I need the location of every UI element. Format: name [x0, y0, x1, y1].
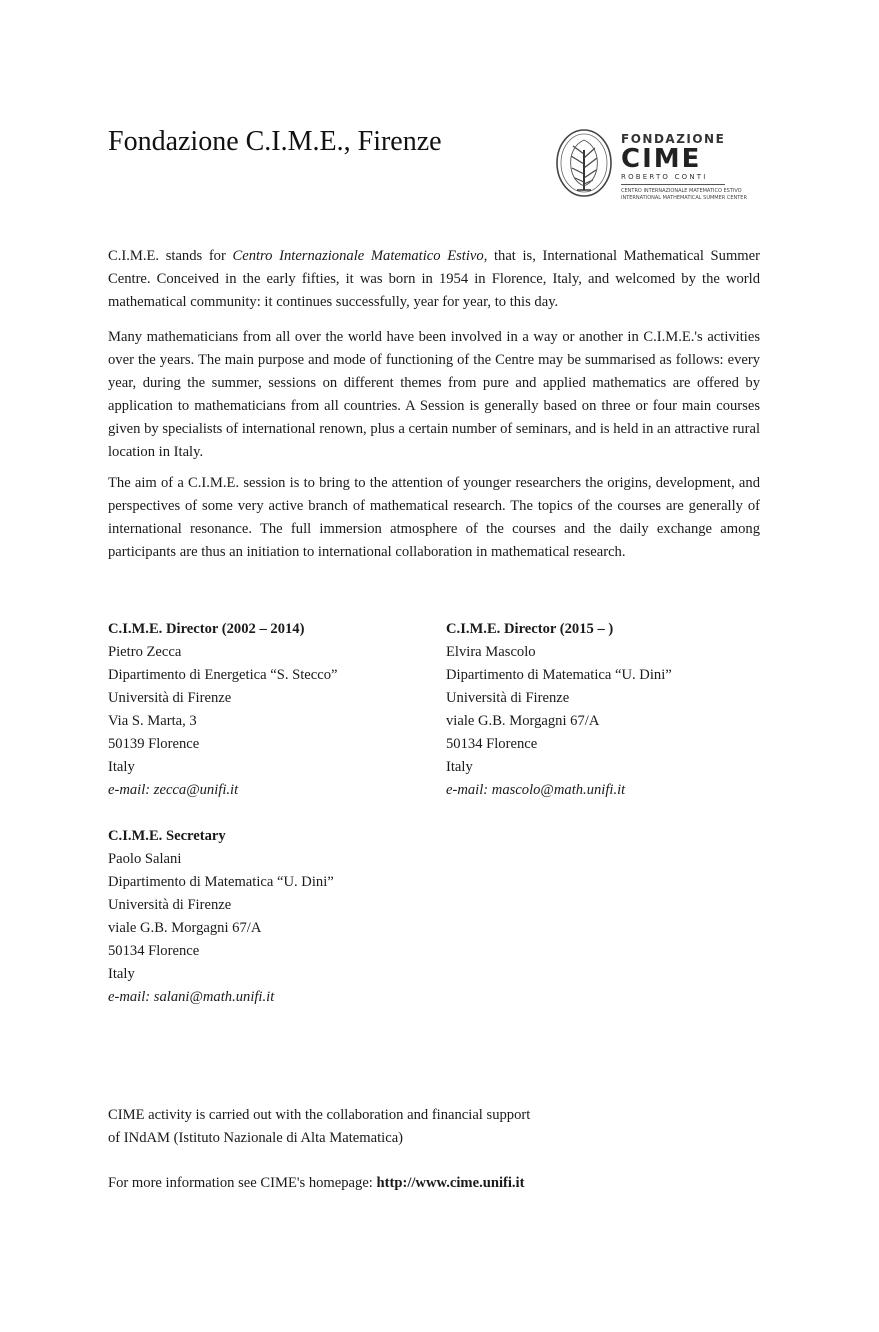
director-current-univ: Università di Firenze: [446, 690, 570, 706]
intro-paragraph-1: C.I.M.E. stands for Centro Internazionale Matematico Estivo, that is, International Mathematical Summer Centre. Conceived in the early fifties, it was born in 1954 in Florence, Italy, and welcomed by the world mathematical community: it continues successfully, year for year, to this day.: [108, 248, 761, 310]
secretary-email[interactable]: e-mail: salani@math.unifi.it: [108, 989, 275, 1005]
secretary-block: [108, 825, 334, 1009]
cime-logo: [555, 128, 765, 200]
director-past-univ: Università di Firenze: [108, 690, 232, 706]
homepage-label: For more information see CIME's homepage:: [108, 1175, 377, 1191]
director-current-street: viale G.B. Morgagni 67/A: [446, 713, 600, 729]
page-title: Fondazione C.I.M.E., Firenze: [108, 126, 442, 157]
tree-emblem-icon: [555, 128, 613, 198]
director-current-dept: Dipartimento di Matematica “U. Dini”: [446, 667, 672, 683]
logo-subtitle-en: INTERNATIONAL MATHEMATICAL SUMMER CENTER: [621, 195, 747, 201]
centre-name-italic: Centro Internazionale Matematico Estivo: [232, 248, 484, 264]
secretary-name: Paolo Salani: [108, 851, 182, 867]
intro-paragraph-3: The aim of a C.I.M.E. session is to bring to the attention of younger researchers the origins, development, and perspectives of some very active branch of mathematical research. The topics of the courses are generally of international resonance. The full immersion atmosphere of the courses and the daily exchange among participants are thus an initiation to international collaboration in mathematical research.: [108, 475, 760, 560]
director-past-block: [108, 618, 338, 802]
director-current-email[interactable]: e-mail: mascolo@math.unifi.it: [446, 782, 626, 798]
director-past-name: Pietro Zecca: [108, 644, 182, 660]
logo-cime-text: CIME: [621, 144, 702, 174]
secretary-dept: Dipartimento di Matematica “U. Dini”: [108, 874, 334, 890]
director-current-block: [446, 618, 672, 802]
support-line-1: CIME activity is carried out with the collaboration and financial support: [108, 1107, 531, 1123]
intro-paragraph-2: Many mathematicians from all over the world have been involved in a way or another in C.I.M.E.'s activities over the years. The main purpose and mode of functioning of the Centre may be summarised as follows: every year, during the summer, sessions on different themes from pure and applied mathematics are offered by application to mathematicians from all countries. A Session is generally based on three or four main courses given by specialists of international renown, plus a certain number of seminars, and is held in an attractive rural location in Italy.: [108, 329, 760, 460]
secretary-country: Italy: [108, 966, 135, 982]
logo-roberto-conti-text: ROBERTO CONTI: [621, 173, 725, 185]
director-past-heading: C.I.M.E. Director (2002 – 2014): [108, 621, 305, 637]
director-current-city: 50134 Florence: [446, 736, 538, 752]
secretary-heading: C.I.M.E. Secretary: [108, 828, 226, 844]
director-current-heading: C.I.M.E. Director (2015 – ): [446, 621, 614, 637]
secretary-univ: Università di Firenze: [108, 897, 232, 913]
director-current-name: Elvira Mascolo: [446, 644, 536, 660]
support-line-2: of INdAM (Istituto Nazionale di Alta Matematica): [108, 1130, 404, 1146]
director-past-street: Via S. Marta, 3: [108, 713, 197, 729]
homepage-link[interactable]: http://www.cime.unifi.it: [376, 1175, 525, 1191]
director-past-email[interactable]: e-mail: zecca@unifi.it: [108, 782, 239, 798]
secretary-city: 50134 Florence: [108, 943, 200, 959]
director-past-country: Italy: [108, 759, 135, 775]
director-current-country: Italy: [446, 759, 473, 775]
logo-subtitle-it: CENTRO INTERNAZIONALE MATEMATICO ESTIVO: [621, 188, 742, 194]
homepage-note: [108, 1172, 524, 1195]
director-past-city: 50139 Florence: [108, 736, 200, 752]
director-past-dept: Dipartimento di Energetica “S. Stecco”: [108, 667, 338, 683]
secretary-street: viale G.B. Morgagni 67/A: [108, 920, 262, 936]
logo-fondazione-text: FONDAZIONE: [621, 132, 726, 146]
support-note: [108, 1104, 530, 1150]
logo-wordmark: [621, 132, 767, 202]
